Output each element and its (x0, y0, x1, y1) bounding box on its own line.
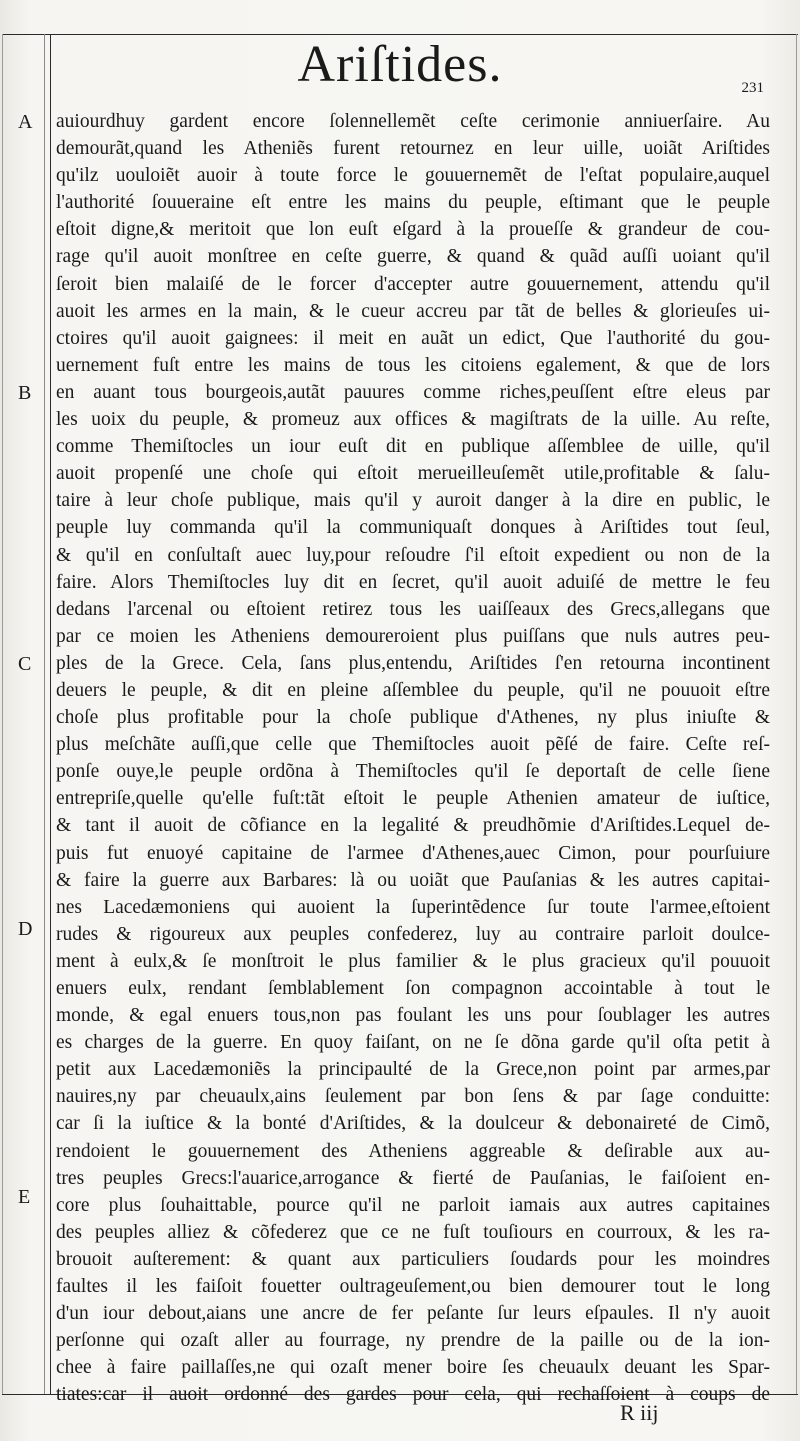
body-text (56, 108, 770, 1409)
text-line: peuple luy commanda qu'il la communiquaſt donques à Ariſtides tout ſeul, (56, 517, 770, 539)
text-line: qu'ilz uouloiẽt auoir à toute force le gouuernemẽt de l'eſtat populaire,auquel (56, 165, 770, 187)
text-line: nes Lacedæmoniens qui auoient la ſuperintẽdence ſur toute l'armee,eſtoient (56, 896, 770, 918)
text-line: dedans l'arcenal ou eſtoient retirez tous les uaiſſeaux des Grecs,allegans que (56, 598, 770, 620)
text-line: & qu'il en conſultaſt auec luy,pour reſoudre ſ'il eſtoit expedient ou non de la (56, 544, 770, 566)
text-line: eſtoit digne,& meritoit que lon euſt eſgard à la proueſſe & grandeur de cou- (56, 219, 770, 241)
text-line: deuers le peuple, & dit en pleine aſſemblee du peuple, qu'il ne pouuoit eſtre (56, 679, 770, 701)
text-line: perſonne qui ozaſt aller au fourrage, ny prendre de la paille ou de la ion- (56, 1330, 770, 1352)
page-number: 231 (741, 80, 764, 96)
text-line: tiates:car il auoit ordonné des gardes pour cela, qui rechaſſoient à coups de (56, 1384, 770, 1406)
left-margin-rule-inner (44, 34, 45, 1394)
signature-mark: R iij (620, 1400, 659, 1425)
margin-letter-a: A (18, 111, 33, 133)
text-line: faultes il les faiſoit fouetter oultrageuſement,ou bien demourer tout le long (56, 1276, 770, 1298)
text-line: en auant tous bourgeois,autãt pauures comme riches,peuſſent eſtre eleus par (56, 381, 770, 403)
text-line: monde, & egal enuers tous,non pas foulant les uns pour ſoublager les autres (56, 1005, 770, 1027)
left-margin-rule (50, 34, 51, 1394)
text-line: auoit propenſé une choſe qui eſtoit merueilleuſemẽt utile,profitable & ſalu- (56, 463, 770, 485)
text-line: rendoient le gouuernement des Atheniens aggreable & deſirable aux au- (56, 1140, 770, 1162)
text-line: uernement fuſt entre les mains de tous les citoiens egalement, & que de lors (56, 354, 770, 376)
text-line: auiourdhuy gardent encore ſolennellemẽt ceſte cerimonie anniuerſaire. Au (56, 111, 770, 132)
text-line: & tant il auoit de cõfiance en la legalité & preudhõmie d'Ariſtides.Lequel de- (56, 815, 770, 837)
margin-letter-e: E (18, 1186, 31, 1208)
text-line: rudes & rigoureux aux peuples confederez, luy au contraire parloit doulce- (56, 923, 770, 945)
text-line: tres peuples Grecs:l'auarice,arrogance & fierté de Pauſanias, le faiſoient en- (56, 1167, 770, 1189)
outer-left-rule (2, 34, 3, 1394)
text-line: auoit les armes en la main, & le cueur accreu par tãt de belles & glorieuſes ui- (56, 300, 770, 322)
text-line: petit aux Lacedæmoniẽs la principaulté de la Grece,non point par armes,par (56, 1059, 770, 1081)
margin-letter-b: B (18, 382, 32, 404)
text-line: puis fut enuoyé capitaine de l'armee d'Athenes,auec Cimon, pour pourſuiure (56, 842, 770, 864)
text-line: nauires,ny par cheuaulx,ains ſeulement par bon ſens & par ſage conduitte: (56, 1086, 770, 1108)
text-line: entrepriſe,quelle qu'elle fuſt:tãt eſtoit le peuple Athenien amateur de iuſtice, (56, 788, 770, 810)
text-line: choſe plus profitable pour la choſe publique d'Athenes, ny plus iniuſte & (56, 707, 770, 729)
text-line: ctoires qu'il auoit gaignees: il meit en auãt un edict, Que l'authorité du gou- (56, 327, 770, 349)
text-line: ment à eulx,& ſe monſtroit le plus familier & le plus gracieux qu'il pouuoit (56, 950, 770, 972)
text-line: l'authorité ſouueraine eſt entre les mains du peuple, eſtimant que le peuple (56, 192, 770, 214)
text-line: d'un iour debout,aians une ancre de fer peſante ſur leurs eſpaules. Il n'y auoit (56, 1303, 770, 1325)
text-line: faire. Alors Themiſtocles luy dit en ſecret, qu'il auoit aduiſé de mettre le feu (56, 571, 770, 593)
text-line: & faire la guerre aux Barbares: là ou uoiãt que Pauſanias & les autres capitai- (56, 869, 770, 891)
text-line: par ce moien les Atheniens demoureroient plus puiſſans que nuls autres peu- (56, 625, 770, 647)
text-line: plus meſchãte auſſi,que celle que Themiſtocles auoit pẽſé de faire. Ceſte reſ- (56, 734, 770, 756)
text-line: ponſe ouye,le peuple ordõna à Themiſtocles qu'il ſe deportaſt de celle ſiene (56, 761, 770, 783)
text-line: es charges de la guerre. En quoy faiſant, on ne ſe dõna garde qu'il oſta petit à (56, 1032, 770, 1054)
text-line: ples de la Grece. Cela, ſans plus,entendu, Ariſtides ſ'en retourna incontinent (56, 652, 770, 674)
text-line: des peuples alliez & cõfederez que ce ne fuſt touſiours en courroux, & les ra- (56, 1221, 770, 1243)
margin-letter-d: D (18, 918, 33, 940)
text-line: taire à leur choſe publique, mais qu'il y auroit danger à la dire en public, le (56, 490, 770, 512)
running-title: Ariſtides. (297, 36, 503, 93)
right-rule (796, 34, 797, 1394)
text-line: rage qu'il auoit monſtree en ceſte guerre, & quand & quãd auſſi uoiant qu'il (56, 246, 770, 268)
text-line: ſeroit bien malaiſé de le forcer d'accepter autre gouuernement, attendu qu'il (56, 273, 770, 295)
text-line: core plus ſouhaittable, pource qu'il ne parloit iamais aux autres capitaines (56, 1194, 770, 1216)
text-line: enuers eulx, rendant ſemblablement ſon compagnon accointable à tout le (56, 978, 770, 999)
text-line: demourãt,quand les Atheniẽs furent retournez en leur uille, uoiãt Ariſtides (56, 138, 770, 160)
text-line: les uoix du peuple, & promeuz aux offices & magiſtrats de la uille. Au reſte, (56, 409, 770, 431)
text-line: chee à faire paillaſſes,ne qui ozaſt mener boire ſes cheuaulx deuant les Spar- (56, 1357, 770, 1379)
margin-letter-c: C (18, 653, 32, 675)
text-line: comme Themiſtocles un iour euſt dit en publique aſſemblee de uille, qu'il (56, 436, 770, 458)
text-line: car ſi la iuſtice & la bonté d'Ariſtides, & la doulceur & debonaireté de Cimõ, (56, 1113, 770, 1135)
text-line: brouoit auſterement: & quant aux particuliers ſoudards pour les moindres (56, 1248, 770, 1270)
